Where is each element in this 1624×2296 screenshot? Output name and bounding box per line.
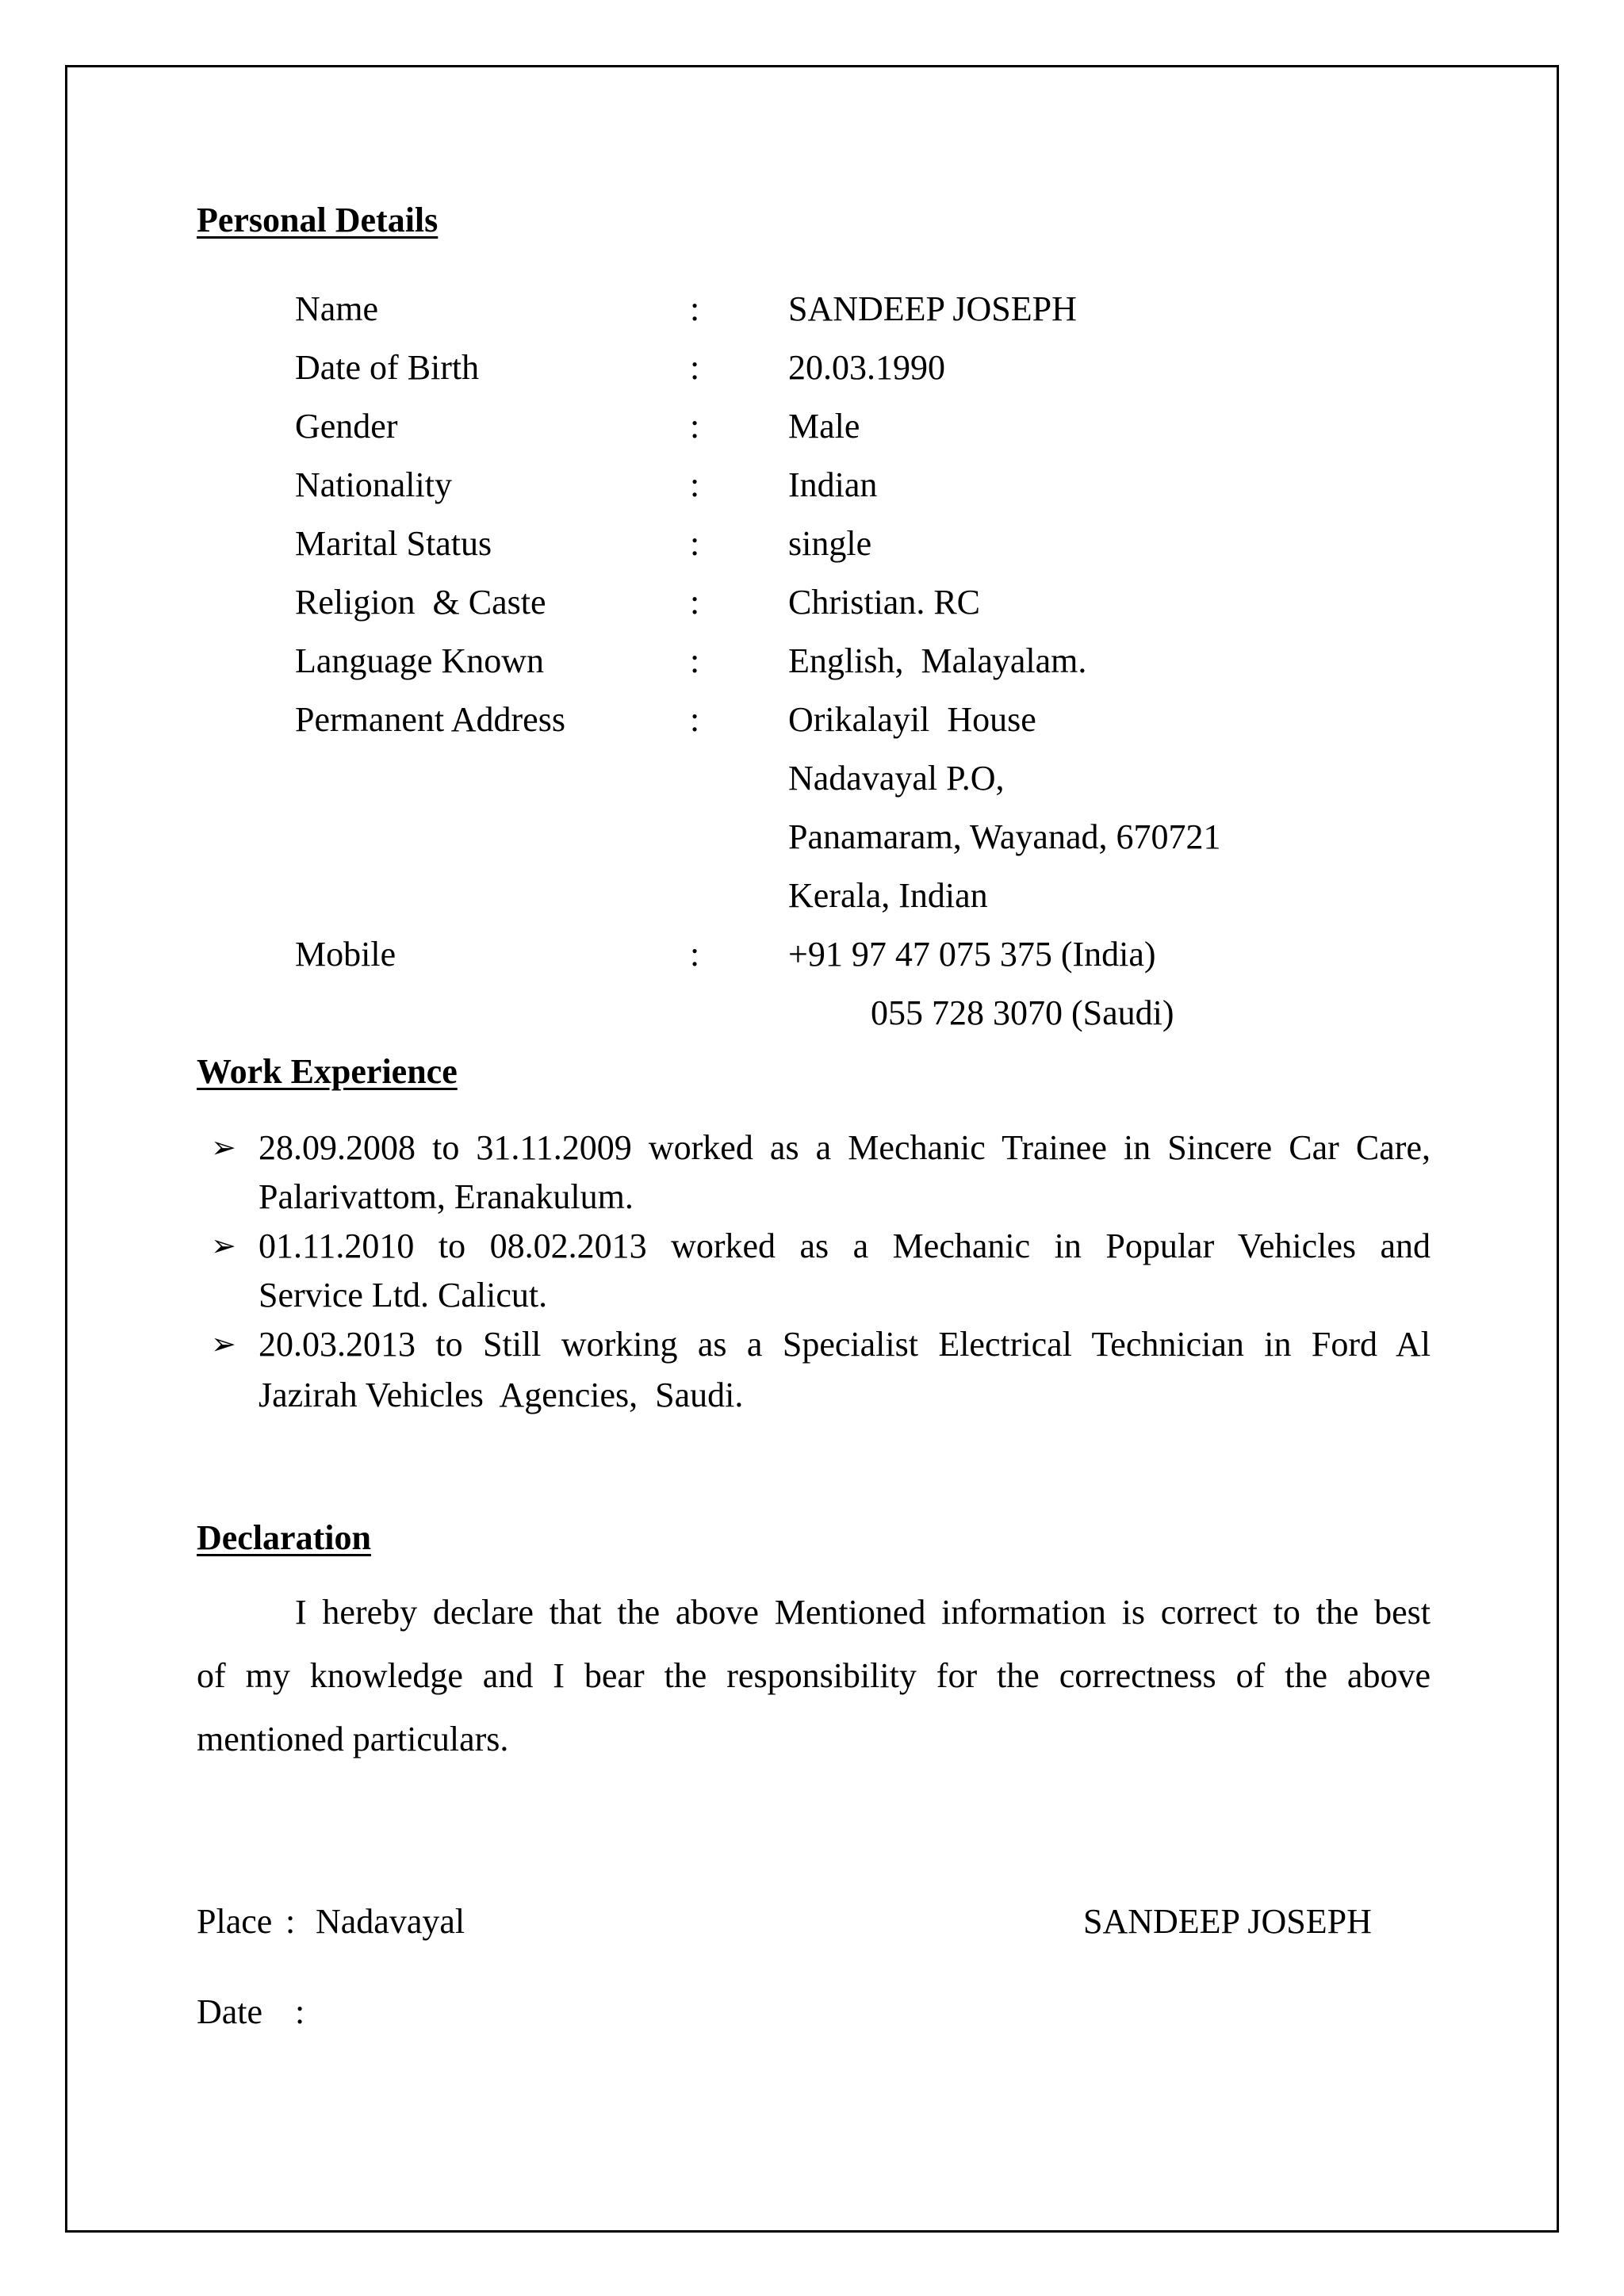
arrow-bullet-icon: ➢ xyxy=(211,1326,236,1361)
gender-value: Male xyxy=(788,407,860,446)
nationality-value: Indian xyxy=(788,465,878,504)
declaration-line2: of my knowledge and I bear the responsibility for the correctness of the above xyxy=(197,1656,1431,1695)
separator: : xyxy=(690,583,700,622)
arrow-bullet-icon: ➢ xyxy=(211,1130,236,1165)
marital-status-label: Marital Status xyxy=(295,524,492,563)
mobile-india: +91 97 47 075 375 (India) xyxy=(788,935,1156,974)
work-item-line2: Jazirah Vehicles Agencies, Saudi. xyxy=(259,1376,744,1414)
personal-details-heading: Personal Details xyxy=(197,201,439,239)
declaration-line1: I hereby declare that the above Mentioned information is correct to the best xyxy=(295,1593,1431,1632)
dob-label: Date of Birth xyxy=(295,348,480,387)
separator: : xyxy=(690,465,700,504)
name-value: SANDEEP JOSEPH xyxy=(788,289,1077,328)
work-item-line1: 28.09.2008 to 31.11.2009 worked as a Mechanic Trainee in Sincere Car Care, xyxy=(259,1128,1431,1167)
place-value: Nadavayal xyxy=(316,1902,465,1941)
separator: : xyxy=(690,641,700,680)
mobile-label: Mobile xyxy=(295,935,396,974)
address-line-2: Nadavayal P.O, xyxy=(788,759,1005,798)
arrow-bullet-icon: ➢ xyxy=(211,1228,236,1263)
marital-status-value: single xyxy=(788,524,872,563)
work-item-line2: Service Ltd. Calicut. xyxy=(259,1276,548,1314)
separator: : xyxy=(690,700,700,739)
work-experience-heading: Work Experience xyxy=(197,1052,458,1091)
signature-name: SANDEEP JOSEPH xyxy=(1083,1902,1372,1941)
name-label: Name xyxy=(295,289,379,328)
date-label: Date xyxy=(197,1992,263,2031)
language-value: English, Malayalam. xyxy=(788,641,1087,680)
separator: : xyxy=(690,935,700,974)
work-item-line1: 20.03.2013 to Still working as a Specialist Electrical Technician in Ford Al xyxy=(259,1325,1431,1364)
separator: : xyxy=(690,348,700,387)
declaration-line3: mentioned particulars. xyxy=(197,1720,509,1758)
religion-value: Christian. RC xyxy=(788,583,981,622)
work-item-line2: Palarivattom, Eranakulum. xyxy=(259,1177,634,1216)
gender-label: Gender xyxy=(295,407,398,446)
nationality-label: Nationality xyxy=(295,465,452,504)
place-label: Place xyxy=(197,1902,273,1941)
address-label: Permanent Address xyxy=(295,700,565,739)
religion-label: Religion & Caste xyxy=(295,583,546,622)
separator: : xyxy=(690,407,700,446)
address-line-1: Orikalayil House xyxy=(788,700,1036,739)
address-line-4: Kerala, Indian xyxy=(788,876,988,915)
work-item-line1: 01.11.2010 to 08.02.2013 worked as a Mechanic in Popular Vehicles and xyxy=(259,1226,1431,1265)
place-separator: : xyxy=(285,1902,296,1941)
separator: : xyxy=(690,524,700,563)
date-separator: : xyxy=(295,1992,305,2031)
language-label: Language Known xyxy=(295,641,545,680)
mobile-saudi: 055 728 3070 (Saudi) xyxy=(871,993,1174,1032)
dob-value: 20.03.1990 xyxy=(788,348,945,387)
address-line-3: Panamaram, Wayanad, 670721 xyxy=(788,817,1221,856)
declaration-heading: Declaration xyxy=(197,1518,371,1557)
separator: : xyxy=(690,289,700,328)
